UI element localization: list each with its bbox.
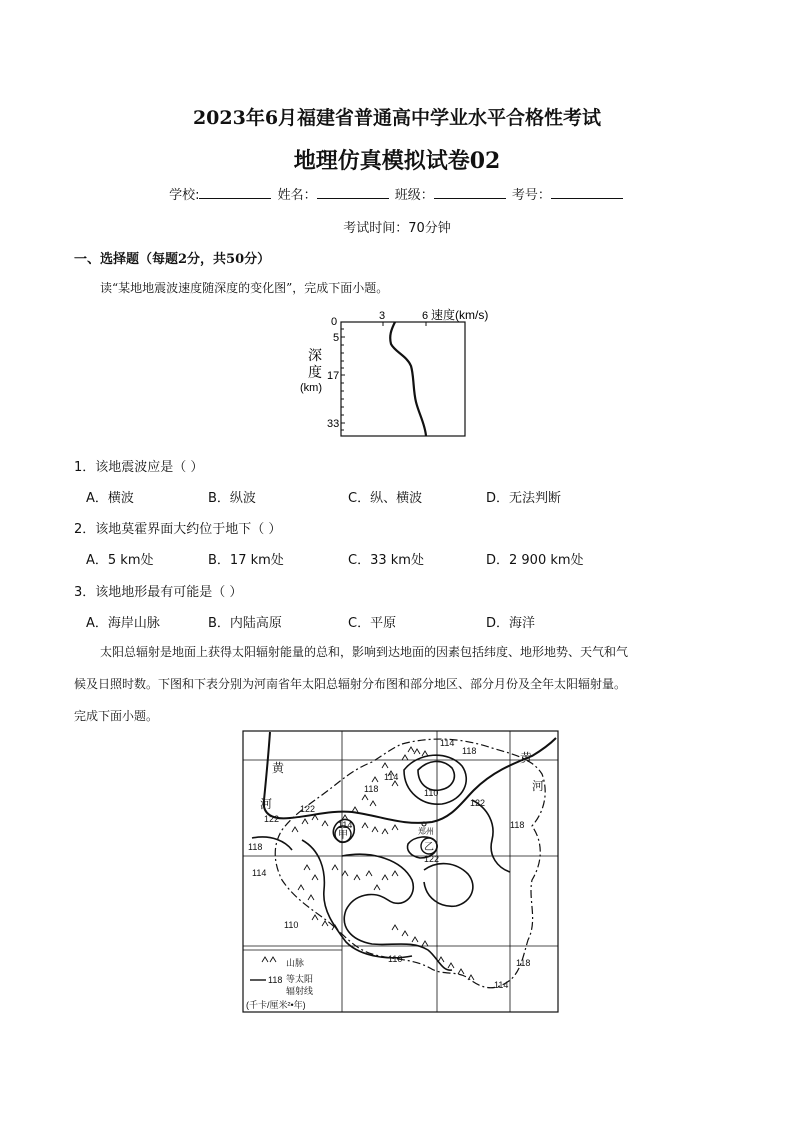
question-1-stem: 1．该地震波应是（ ） <box>74 460 204 475</box>
exam-title: 2023年6月福建省普通高中学业水平合格性考试 <box>192 107 602 129</box>
q3-option-a[interactable]: A．海岸山脉 <box>86 616 160 631</box>
q1-option-c[interactable]: C．纵、横波 <box>348 491 423 506</box>
passage-line-1: 太阳总辐射是地面上获得太阳辐射能量的总和，影响到达地面的因素包括纬度、地形地势、天气和气 <box>100 645 629 659</box>
henan-solar-radiation-map <box>242 730 560 1014</box>
isoline-label-14: 110 <box>284 920 299 930</box>
isoline-label-10: 118 <box>248 842 263 852</box>
q1-option-b[interactable]: B．纵波 <box>208 491 256 506</box>
depth-unit-label: (km) <box>300 382 322 394</box>
q3-option-d[interactable]: D．海洋 <box>486 616 536 631</box>
field-name-blank[interactable] <box>317 186 389 199</box>
city-label-zhengzhou: 郑州 <box>418 827 434 836</box>
q1-option-d[interactable]: D．无法判断 <box>486 491 562 506</box>
depth-axis-label-2: 度 <box>308 364 322 380</box>
paper-title: 地理仿真模拟试卷02 <box>293 148 501 174</box>
depth-axis-label-1: 深 <box>308 347 322 363</box>
legend-mountain-label: 山脉 <box>286 958 305 968</box>
section-heading: 一、选择题（每题2分，共50分） <box>74 252 271 267</box>
river-label-right: 河 <box>532 779 545 793</box>
q2-option-a[interactable]: A．5 km处 <box>86 553 154 568</box>
isoline-label-13: 114 <box>252 868 267 878</box>
isoline-label-4: 118 <box>364 784 379 794</box>
question-3-options <box>86 612 706 630</box>
y-tick-label-5: 5 <box>333 332 340 344</box>
isoline-label-15: 110 <box>388 954 403 964</box>
isoline-label-7: 122 <box>300 804 316 814</box>
legend-unit: (千卡/厘米²•年) <box>246 1000 306 1010</box>
river-label-top-right: 黄 <box>520 751 533 765</box>
y-ticks <box>341 322 345 430</box>
question-2-stem: 2．该地莫霍界面大约位于地下（ ） <box>74 522 282 537</box>
point-a-label: 甲 <box>338 830 348 841</box>
field-class-blank[interactable] <box>434 186 506 199</box>
q3-option-c[interactable]: C．平原 <box>348 616 397 631</box>
y-tick-label-0: 0 <box>331 316 338 328</box>
question-3-stem: 3．该地地形最有可能是（ ） <box>74 585 243 600</box>
figure1-frame <box>341 322 465 436</box>
river-label-left: 河 <box>260 797 273 811</box>
exam-time: 考试时间：70分钟 <box>343 221 451 236</box>
student-info-row <box>0 184 794 203</box>
point-b-label: 乙 <box>424 842 434 853</box>
field-school-label: 学校: <box>169 188 200 203</box>
speed-axis-label: 速度(km/s) <box>431 308 489 322</box>
question-1-options <box>86 487 706 505</box>
q3-option-b[interactable]: B．内陆高原 <box>208 616 282 631</box>
q2-option-b[interactable]: B．17 km处 <box>208 553 284 568</box>
y-tick-label-33: 33 <box>327 418 340 430</box>
isoline-label-3: 114 <box>384 772 399 782</box>
passage-line-3: 完成下面小题。 <box>74 709 159 723</box>
passage-line-2: 候及日照时数。下图和下表分别为河南省年太阳总辐射分布图和部分地区、部分月份及全年太阳辐射量。 <box>74 677 627 691</box>
passage <box>74 636 724 732</box>
isoline-label-12: 118 <box>510 820 525 830</box>
isoline-label-17: 114 <box>494 980 509 990</box>
seismic-velocity-figure <box>295 306 505 441</box>
river-label-top-left: 黄 <box>272 761 285 775</box>
x-tick-label-6: 6 <box>422 310 429 322</box>
field-name-label: 姓名： <box>277 188 317 203</box>
q2-option-d[interactable]: D．2 900 km处 <box>486 553 584 568</box>
isoline-label-9: 122 <box>264 814 280 824</box>
isoline-label-16: 118 <box>516 958 531 968</box>
y-tick-label-17: 17 <box>327 370 340 382</box>
isoline-label-1: 114 <box>440 738 455 748</box>
q2-option-c[interactable]: C．33 km处 <box>348 553 424 568</box>
question-2-options <box>86 549 706 567</box>
isoline-label-6: 122 <box>470 798 486 808</box>
figure1-intro: 读“某地地震波速度随深度的变化图”，完成下面小题。 <box>100 281 389 295</box>
isoline-label-11: 122 <box>424 854 440 864</box>
legend-isoline-label-1: 等太阳 <box>286 974 314 984</box>
isoline-label-2: 118 <box>462 746 477 756</box>
velocity-curve <box>390 322 426 436</box>
isoline-label-8: 114 <box>338 820 353 830</box>
legend-isoline-label-2: 辐射线 <box>286 986 314 996</box>
isoline-label-5: 110 <box>424 788 439 798</box>
field-number-label: 考号： <box>511 188 551 203</box>
q1-option-a[interactable]: A．横波 <box>86 491 134 506</box>
legend-isoline-value: 118 <box>268 975 283 985</box>
field-number-blank[interactable] <box>551 186 623 199</box>
field-class-label: 班级： <box>394 188 434 203</box>
field-school-blank[interactable] <box>199 186 271 199</box>
x-tick-label-3: 3 <box>379 310 386 322</box>
map-frame <box>243 731 558 1012</box>
